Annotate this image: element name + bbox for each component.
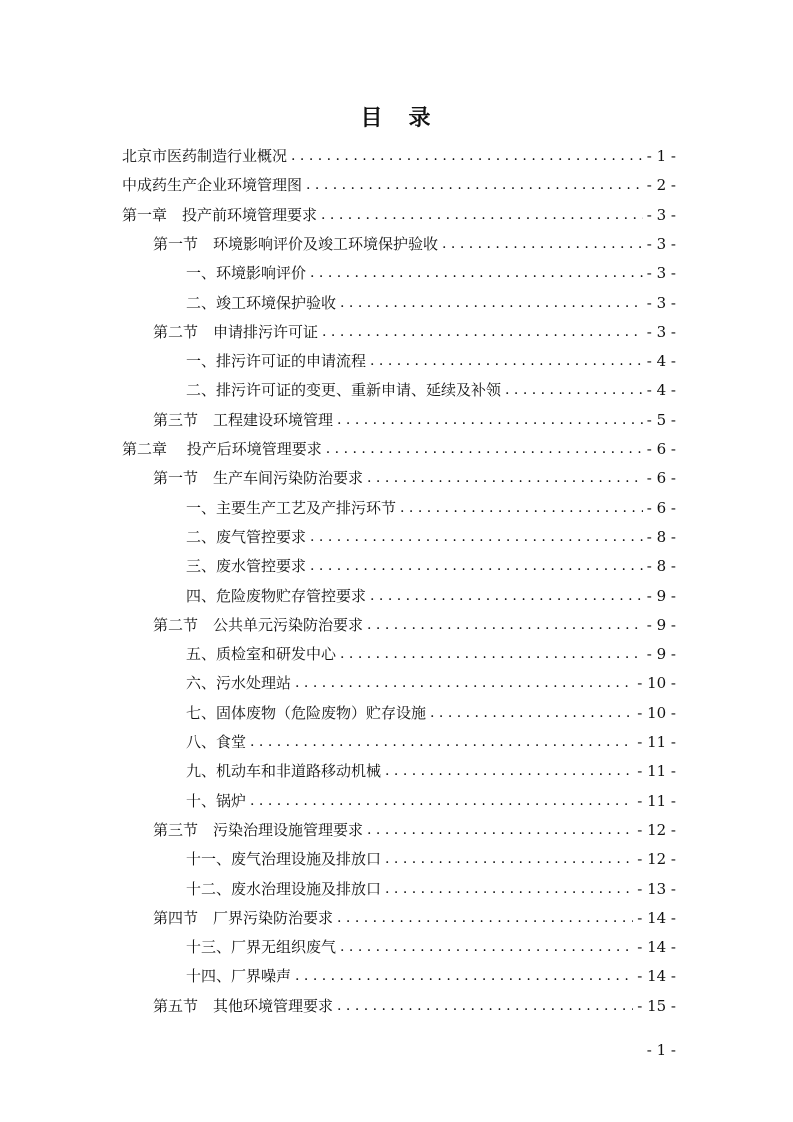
toc-entry-page: - 9 - <box>643 641 676 667</box>
toc-entry-page: - 5 - <box>643 407 676 433</box>
toc-entry-title: 二、排污许可证的变更、重新申请、延续及补领 <box>186 381 502 400</box>
toc-dot-leader <box>370 583 643 609</box>
toc-entry-page: - 14 - <box>633 963 676 989</box>
toc-dot-leader <box>337 407 643 433</box>
toc-entry-title: 九、机动车和非道路移动机械 <box>186 762 382 781</box>
toc-entry-page: - 9 - <box>643 583 676 609</box>
toc-entry-page: - 10 - <box>633 700 676 726</box>
toc-entry-title: 第二节 公共单元污染防治要求 <box>153 615 364 634</box>
toc-entry-page: - 1 - <box>643 143 676 169</box>
toc-entry-page: - 4 - <box>643 348 676 374</box>
toc-entry-title: 二、竣工环境保护验收 <box>186 293 337 312</box>
toc-entry[interactable] <box>122 436 676 462</box>
toc-entry[interactable] <box>186 290 676 316</box>
toc-entry-page: - 9 - <box>643 612 676 638</box>
toc-dot-leader <box>385 758 633 784</box>
toc-entry-title: 十四、厂界噪声 <box>186 967 292 986</box>
toc-entry-title: 第二节 申请排污许可证 <box>153 322 319 341</box>
toc-dot-leader <box>295 963 633 989</box>
toc-dot-leader <box>340 934 633 960</box>
toc-dot-leader <box>442 231 643 257</box>
toc-entry[interactable] <box>186 670 676 696</box>
toc-entry-page: - 11 - <box>633 758 676 784</box>
toc-entry[interactable] <box>122 143 676 169</box>
toc-entry-title: 十一、废气治理设施及排放口 <box>186 850 382 869</box>
toc-entry[interactable] <box>186 495 676 521</box>
toc-entry-title: 第三节 工程建设环境管理 <box>153 410 334 429</box>
toc-entry-title: 三、废水管控要求 <box>186 557 307 576</box>
toc-entry-page: - 12 - <box>633 817 676 843</box>
toc-entry[interactable] <box>186 758 676 784</box>
toc-entry[interactable] <box>186 641 676 667</box>
toc-dot-leader <box>337 993 633 1019</box>
toc-dot-leader <box>385 846 633 872</box>
toc-entry-page: - 3 - <box>643 202 676 228</box>
toc-dot-leader <box>430 700 633 726</box>
toc-title: 目 录 <box>360 105 433 131</box>
toc-entry-title: 五、质检室和研发中心 <box>186 645 337 664</box>
toc-entry-page: - 6 - <box>643 495 676 521</box>
toc-dot-leader <box>370 348 643 374</box>
toc-entry-title: 第一章 投产前环境管理要求 <box>122 205 318 224</box>
toc-entry-page: - 10 - <box>633 670 676 696</box>
toc-dot-leader <box>400 495 643 521</box>
toc-entry-page: - 13 - <box>633 876 676 902</box>
toc-entry[interactable] <box>153 905 676 931</box>
toc-entry-title: 八、食堂 <box>186 733 247 751</box>
toc-entry[interactable] <box>186 729 676 755</box>
toc-entry[interactable] <box>153 407 676 433</box>
toc-entry-page: - 11 - <box>633 729 676 755</box>
toc-dot-leader <box>310 524 643 550</box>
toc-entry[interactable] <box>186 846 676 872</box>
toc-entry-title: 七、固体废物（危险废物）贮存设施 <box>186 703 427 722</box>
toc-dot-leader <box>306 172 643 198</box>
toc-dot-leader <box>326 436 643 462</box>
toc-dot-leader <box>291 143 643 169</box>
toc-dot-leader <box>367 465 643 491</box>
toc-entry-page: - 3 - <box>643 231 676 257</box>
toc-entry[interactable] <box>153 817 676 843</box>
toc-entry-page: - 2 - <box>643 172 676 198</box>
toc-entry-title: 一、排污许可证的申请流程 <box>186 352 367 371</box>
toc-dot-leader <box>337 905 633 931</box>
toc-entry[interactable] <box>186 934 676 960</box>
toc-entry-page: - 3 - <box>643 319 676 345</box>
toc-entry-page: - 11 - <box>633 788 676 814</box>
toc-entry-page: - 6 - <box>643 465 676 491</box>
toc-entry-title: 十三、厂界无组织废气 <box>186 938 337 957</box>
toc-entry[interactable] <box>122 172 676 198</box>
toc-dot-leader <box>250 729 633 755</box>
toc-entry-title: 第一节 生产车间污染防治要求 <box>153 469 364 488</box>
toc-entry-title: 十、锅炉 <box>186 791 247 810</box>
toc-entry[interactable] <box>186 788 676 814</box>
toc-entry-page: - 8 - <box>643 524 676 550</box>
toc-entry[interactable] <box>186 524 676 550</box>
toc-entry-title: 第一节 环境影响评价及竣工环境保护验收 <box>153 234 439 253</box>
toc-entry[interactable] <box>186 377 676 403</box>
toc-entry[interactable] <box>186 553 676 579</box>
toc-entry-title: 第四节 厂界污染防治要求 <box>153 908 334 927</box>
toc-entry[interactable] <box>122 202 676 228</box>
toc-entry-title: 六、污水处理站 <box>186 674 292 693</box>
toc-entry-title: 一、环境影响评价 <box>186 264 307 283</box>
toc-entry[interactable] <box>186 260 676 286</box>
toc-entry[interactable] <box>153 465 676 491</box>
toc-entry-page: - 12 - <box>633 846 676 872</box>
toc-entry-title: 二、废气管控要求 <box>186 527 307 546</box>
toc-entry-page: - 3 - <box>643 290 676 316</box>
toc-entry-title: 一、主要生产工艺及产排污环节 <box>186 498 397 517</box>
toc-entry-title: 第三节 污染治理设施管理要求 <box>153 820 364 839</box>
toc-entry[interactable] <box>186 348 676 374</box>
toc-entry[interactable] <box>153 231 676 257</box>
toc-entry-title: 第五节 其他环境管理要求 <box>153 996 334 1015</box>
toc-dot-leader <box>505 377 643 403</box>
toc-dot-leader <box>340 641 643 667</box>
toc-entry-page: - 8 - <box>643 553 676 579</box>
toc-dot-leader <box>295 670 633 696</box>
toc-entry-title: 中成药生产企业环境管理图 <box>122 176 303 195</box>
toc-dot-leader <box>250 788 633 814</box>
toc-entry-title: 四、危险废物贮存管控要求 <box>186 586 367 605</box>
toc-entry[interactable] <box>186 700 676 726</box>
toc-entry-title: 第二章 投产后环境管理要求 <box>122 440 322 458</box>
toc-dot-leader <box>385 876 633 902</box>
toc-entry[interactable] <box>153 993 676 1019</box>
toc-entry-page: - 15 - <box>633 993 676 1019</box>
toc-dot-leader <box>367 817 633 843</box>
toc-entry[interactable] <box>153 319 676 345</box>
toc-dot-leader <box>340 290 643 316</box>
toc-entry-title: 北京市医药制造行业概况 <box>122 147 288 165</box>
toc-dot-leader <box>321 202 643 228</box>
toc-entry[interactable] <box>186 876 676 902</box>
toc-dot-leader <box>367 612 643 638</box>
toc-dot-leader <box>310 553 643 579</box>
footer-page-number: - 1 - <box>646 1041 676 1059</box>
toc-dot-leader <box>322 319 643 345</box>
toc-dot-leader <box>310 260 643 286</box>
toc-entry-page: - 14 - <box>633 905 676 931</box>
toc-entry-page: - 14 - <box>633 934 676 960</box>
toc-entry[interactable] <box>153 612 676 638</box>
toc-entry-page: - 6 - <box>643 436 676 462</box>
toc-entry[interactable] <box>186 583 676 609</box>
toc-entry[interactable] <box>186 963 676 989</box>
toc-entry-page: - 3 - <box>643 260 676 286</box>
toc-entry-page: - 4 - <box>643 377 676 403</box>
toc-entry-title: 十二、废水治理设施及排放口 <box>186 879 382 898</box>
